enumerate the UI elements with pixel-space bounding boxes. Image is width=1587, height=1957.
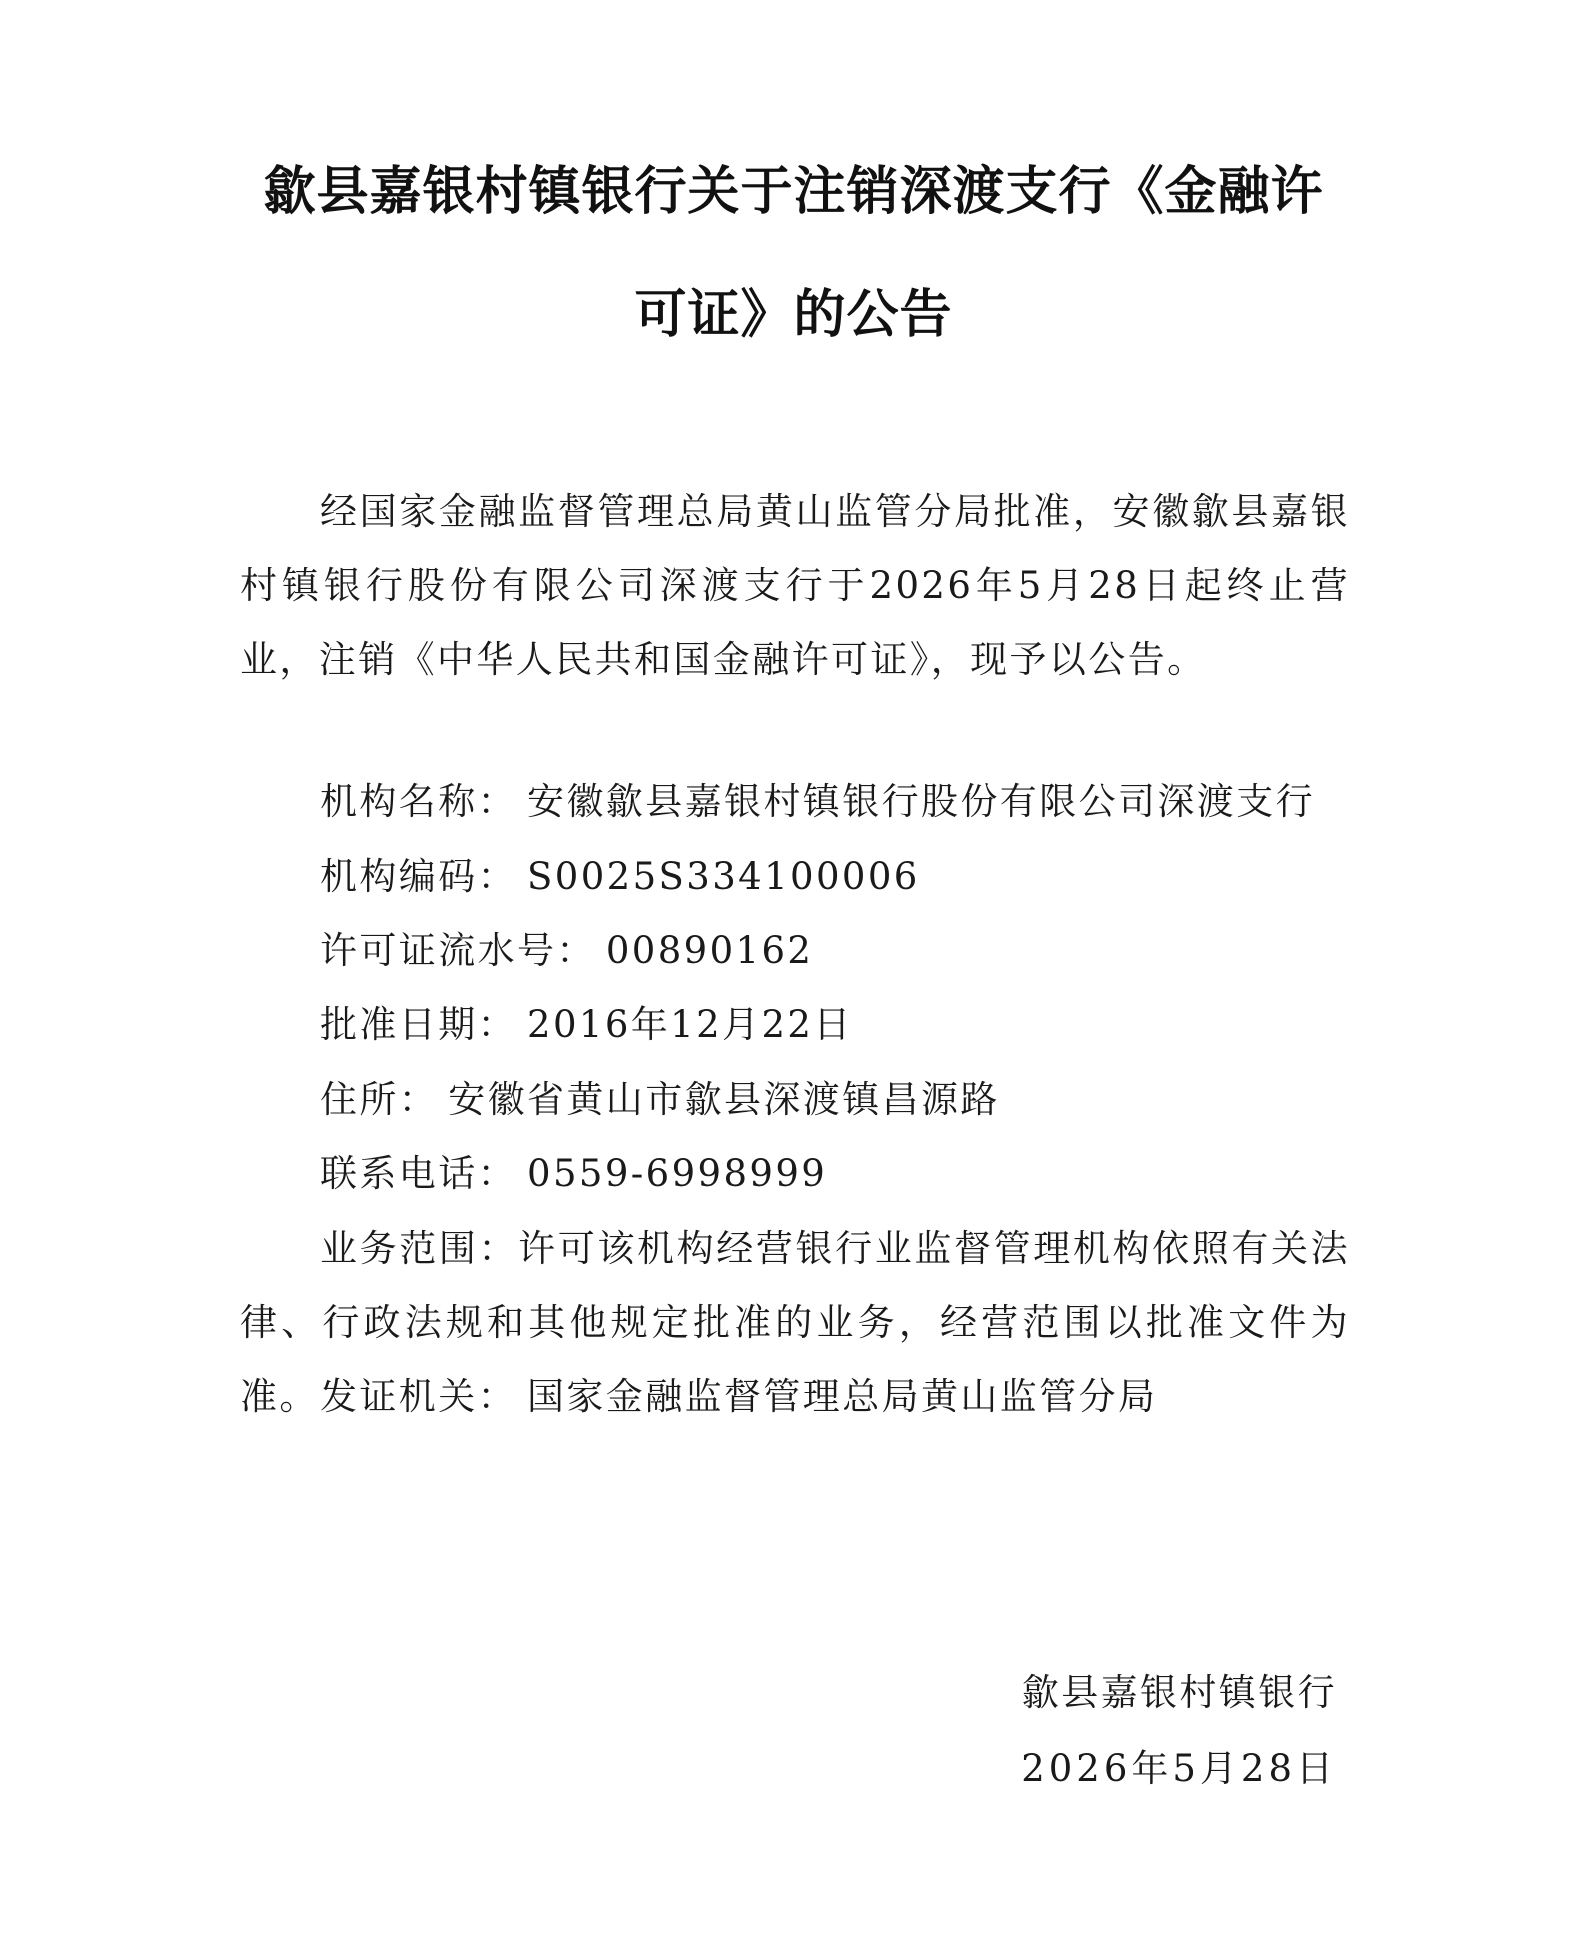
issuing-authority-field — [320, 1360, 1157, 1434]
page-title-line-2: 可证》的公告 — [634, 284, 953, 345]
issuing-authority-label: 发证机关： — [320, 1375, 517, 1418]
page-title-line-1: 歙县嘉银村镇银行关于注销深渡支行《金融许 — [263, 161, 1324, 222]
issuing-authority-value: 国家金融监督管理总局黄山监管分局 — [527, 1375, 1158, 1418]
license-serial-value: 00890162 — [605, 929, 814, 972]
signature-organization: 歙县嘉银村镇银行 — [1021, 1671, 1337, 1714]
approval-date-field — [320, 988, 853, 1062]
signature-date: 2026年5月28日 — [1021, 1747, 1337, 1790]
institution-name-value: 安徽歙县嘉银村镇银行股份有限公司深渡支行 — [527, 780, 1315, 823]
phone-field — [320, 1137, 827, 1211]
phone-label: 联系电话： — [320, 1152, 517, 1195]
institution-name-field — [320, 765, 1315, 839]
business-scope-label: 业务范围： — [320, 1227, 519, 1270]
address-value: 安徽省黄山市歙县深渡镇昌源路 — [448, 1078, 1000, 1121]
institution-code-value: S0025S334100006 — [527, 855, 920, 898]
business-scope-value: 许可该机构经营银行业监督管理机构依照有关法律、行政法规和其他规定批准的业务，经营范围以批准文件为准。 — [240, 1227, 1350, 1418]
license-serial-field — [320, 914, 813, 988]
approval-date-label: 批准日期： — [320, 1003, 517, 1046]
institution-code-label: 机构编码： — [320, 855, 517, 898]
license-serial-label: 许可证流水号： — [320, 929, 596, 972]
approval-date-value: 2016年12月22日 — [527, 1003, 853, 1046]
institution-name-label: 机构名称： — [320, 780, 517, 823]
phone-value: 0559-6998999 — [527, 1152, 828, 1195]
address-label: 住所： — [320, 1078, 439, 1121]
institution-code-field — [320, 840, 920, 914]
address-field — [320, 1063, 1000, 1137]
announcement-paragraph: 经国家金融监督管理总局黄山监管分局批准，安徽歙县嘉银村镇银行股份有限公司深渡支行于2026年5月28日起终止营业，注销《中华人民共和国金融许可证》，现予以公告。 — [240, 490, 1350, 681]
